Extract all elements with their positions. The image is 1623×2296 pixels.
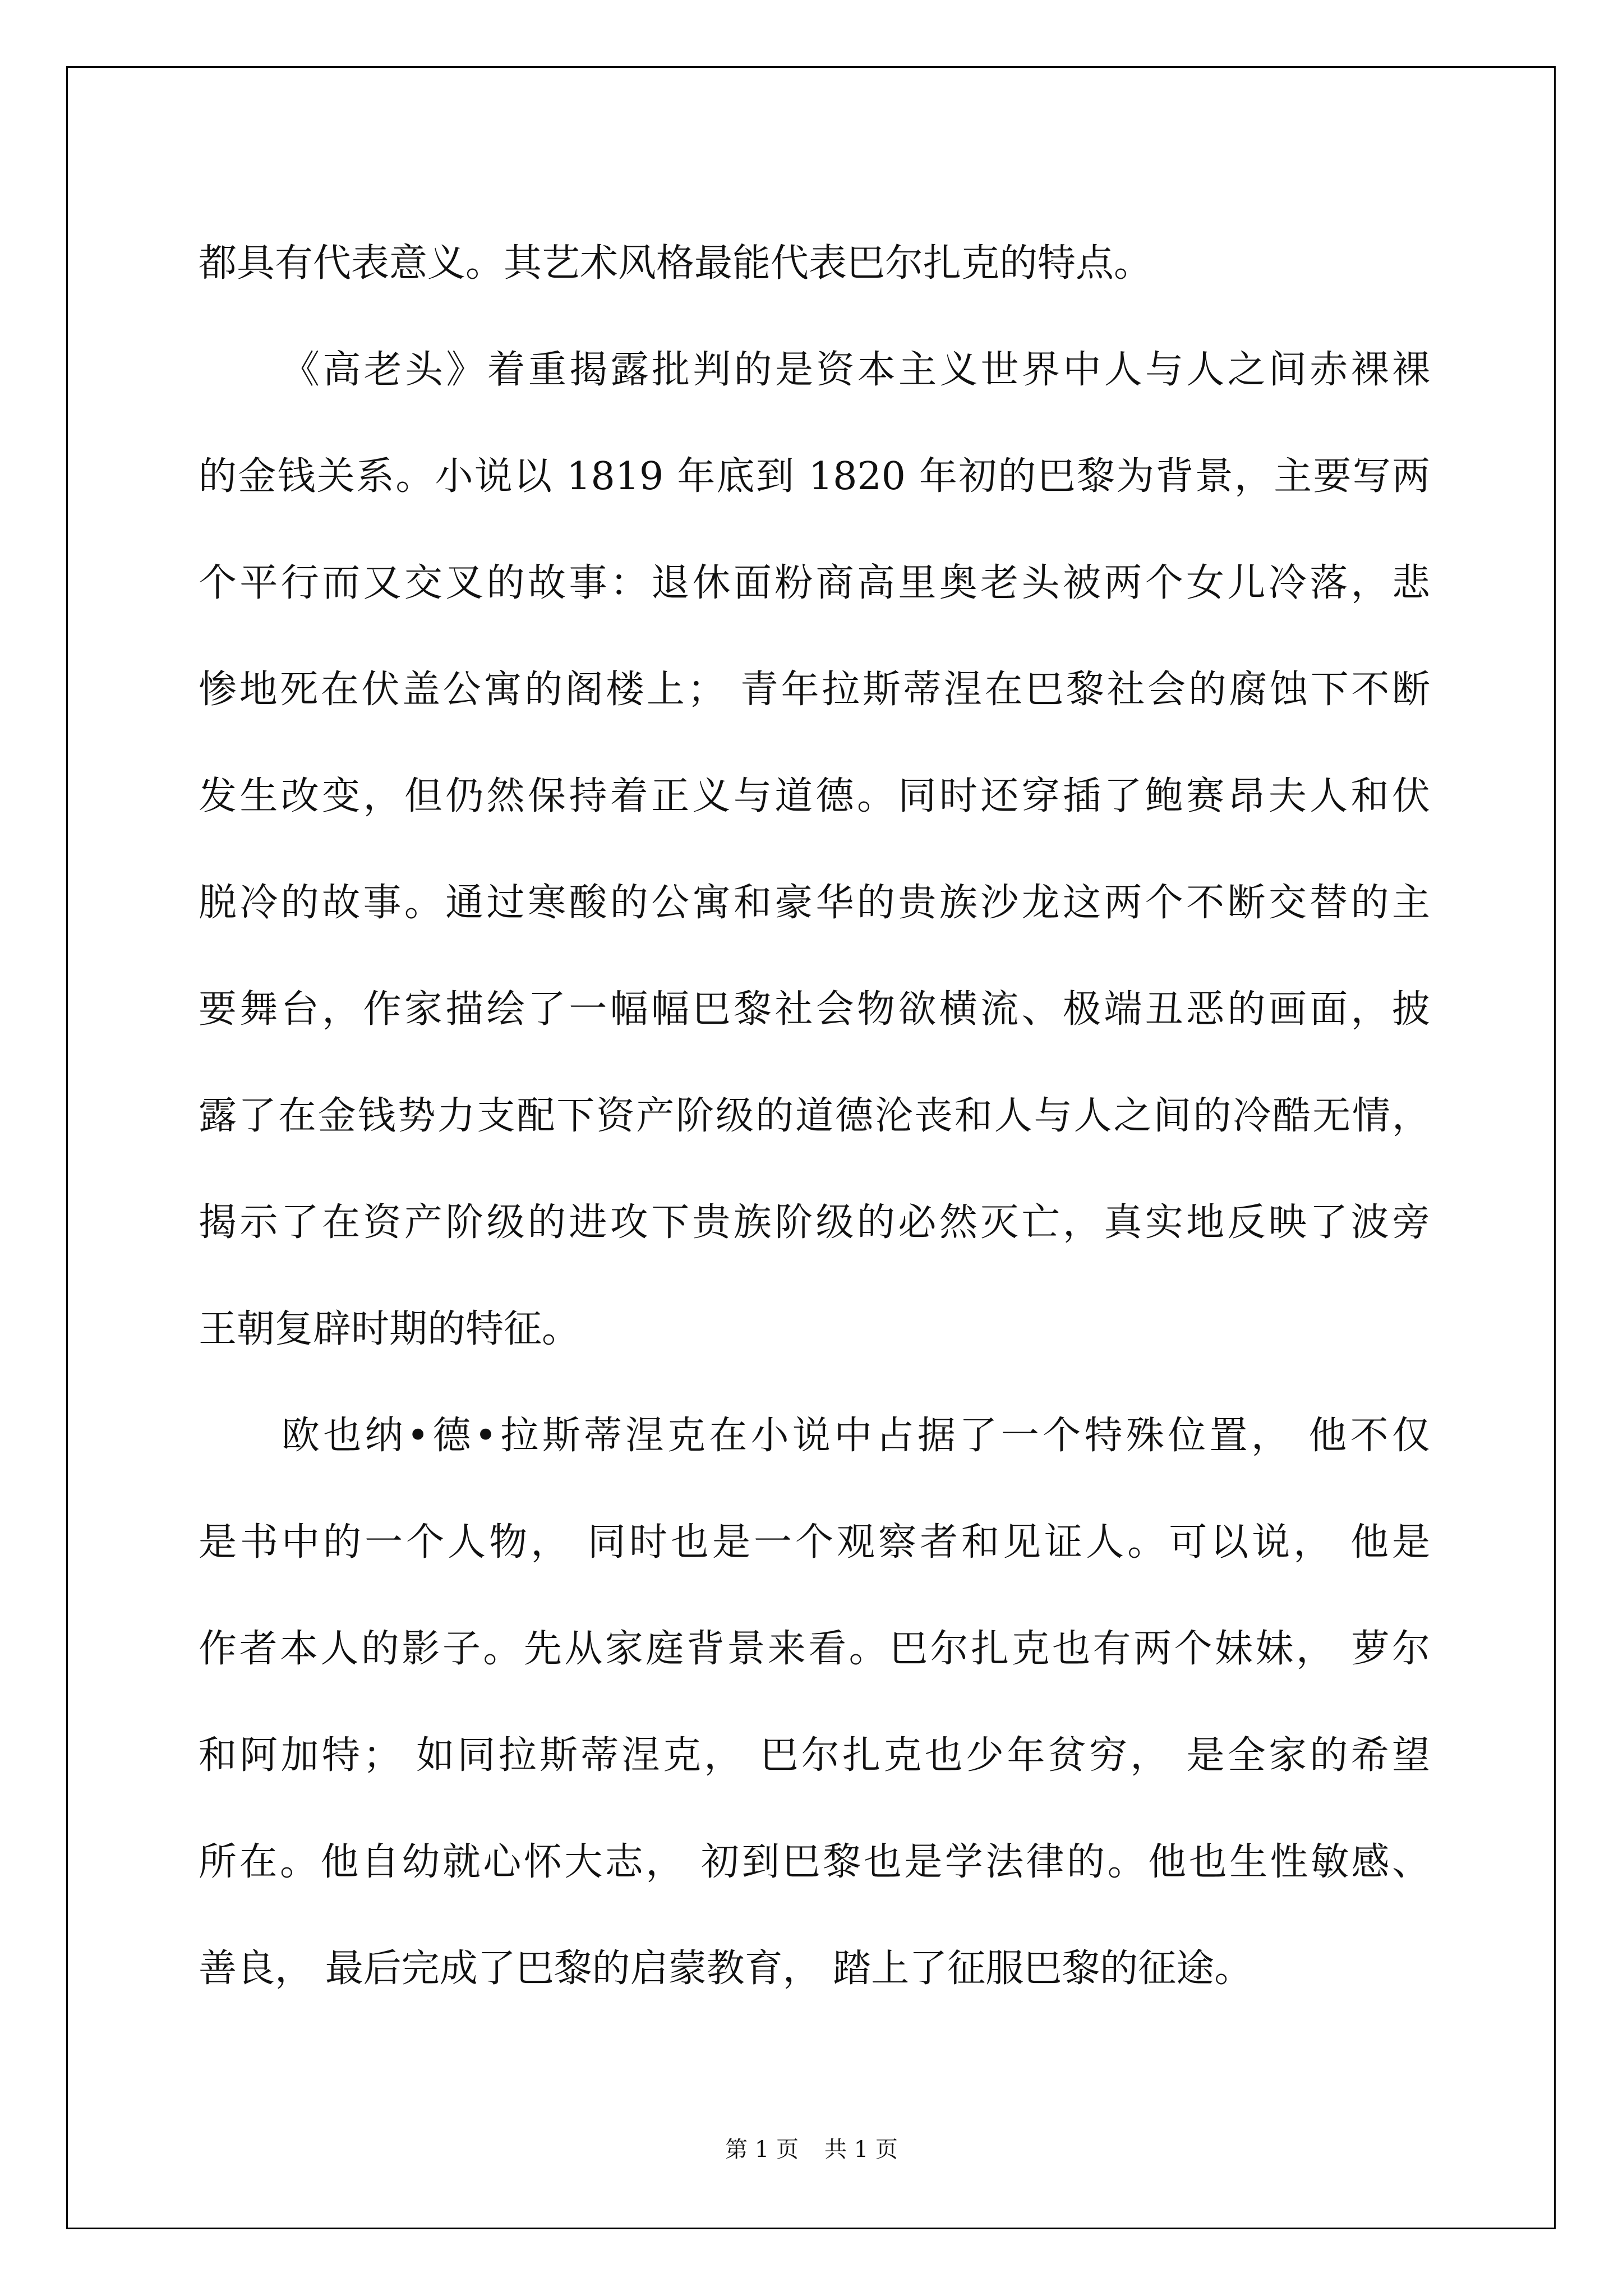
text-line: 的金钱关系。小说以 1819 年底到 1820 年初的巴黎为背景，主要写两	[199, 454, 1430, 499]
text-line: 作者本人的影子。先从家庭背景来看。巴尔扎克也有两个妹妹， 萝尔	[199, 1627, 1430, 1671]
text-line: 露了在金钱势力支配下资产阶级的道德沦丧和人与人之间的冷酷无情，	[199, 1094, 1430, 1138]
text-line: 《高老头》着重揭露批判的是资本主义世界中人与人之间赤裸裸	[282, 348, 1430, 392]
text-line: 是书中的一个人物， 同时也是一个观察者和见证人。可以说， 他是	[199, 1520, 1430, 1565]
document-body	[199, 210, 1430, 2022]
text-line: 要舞台，作家描绘了一幅幅巴黎社会物欲横流、极端丑恶的画面，披	[199, 987, 1430, 1032]
text-line: 善良， 最后完成了巴黎的启蒙教育， 踏上了征服巴黎的征途。	[199, 1947, 1253, 1991]
text-line: 都具有代表意义。其艺术风格最能代表巴尔扎克的特点。	[199, 241, 1152, 286]
text-line: 王朝复辟时期的特征。	[199, 1307, 580, 1351]
text-line: 发生改变，但仍然保持着正义与道德。同时还穿插了鲍赛昂夫人和伏	[199, 774, 1430, 818]
text-line: 和阿加特； 如同拉斯蒂涅克， 巴尔扎克也少年贫穷， 是全家的希望	[199, 1733, 1430, 1778]
text-line: 欧也纳•德•拉斯蒂涅克在小说中占据了一个特殊位置， 他不仅	[282, 1414, 1430, 1458]
page-total: 共 1 页	[824, 2137, 898, 2162]
page-number: 第 1 页	[725, 2137, 799, 2162]
text-line: 惨地死在伏盖公寓的阁楼上； 青年拉斯蒂涅在巴黎社会的腐蚀下不断	[199, 668, 1430, 712]
text-line: 个平行而又交叉的故事：退休面粉商高里奥老头被两个女儿冷落，悲	[199, 561, 1430, 605]
text-line: 揭示了在资产阶级的进攻下贵族阶级的必然灭亡，真实地反映了波旁	[199, 1200, 1430, 1245]
page-footer	[0, 2133, 1623, 2166]
text-line: 所在。他自幼就心怀大志， 初到巴黎也是学法律的。他也生性敏感、	[199, 1840, 1430, 1884]
text-line: 脱冷的故事。通过寒酸的公寓和豪华的贵族沙龙这两个不断交替的主	[199, 881, 1430, 925]
